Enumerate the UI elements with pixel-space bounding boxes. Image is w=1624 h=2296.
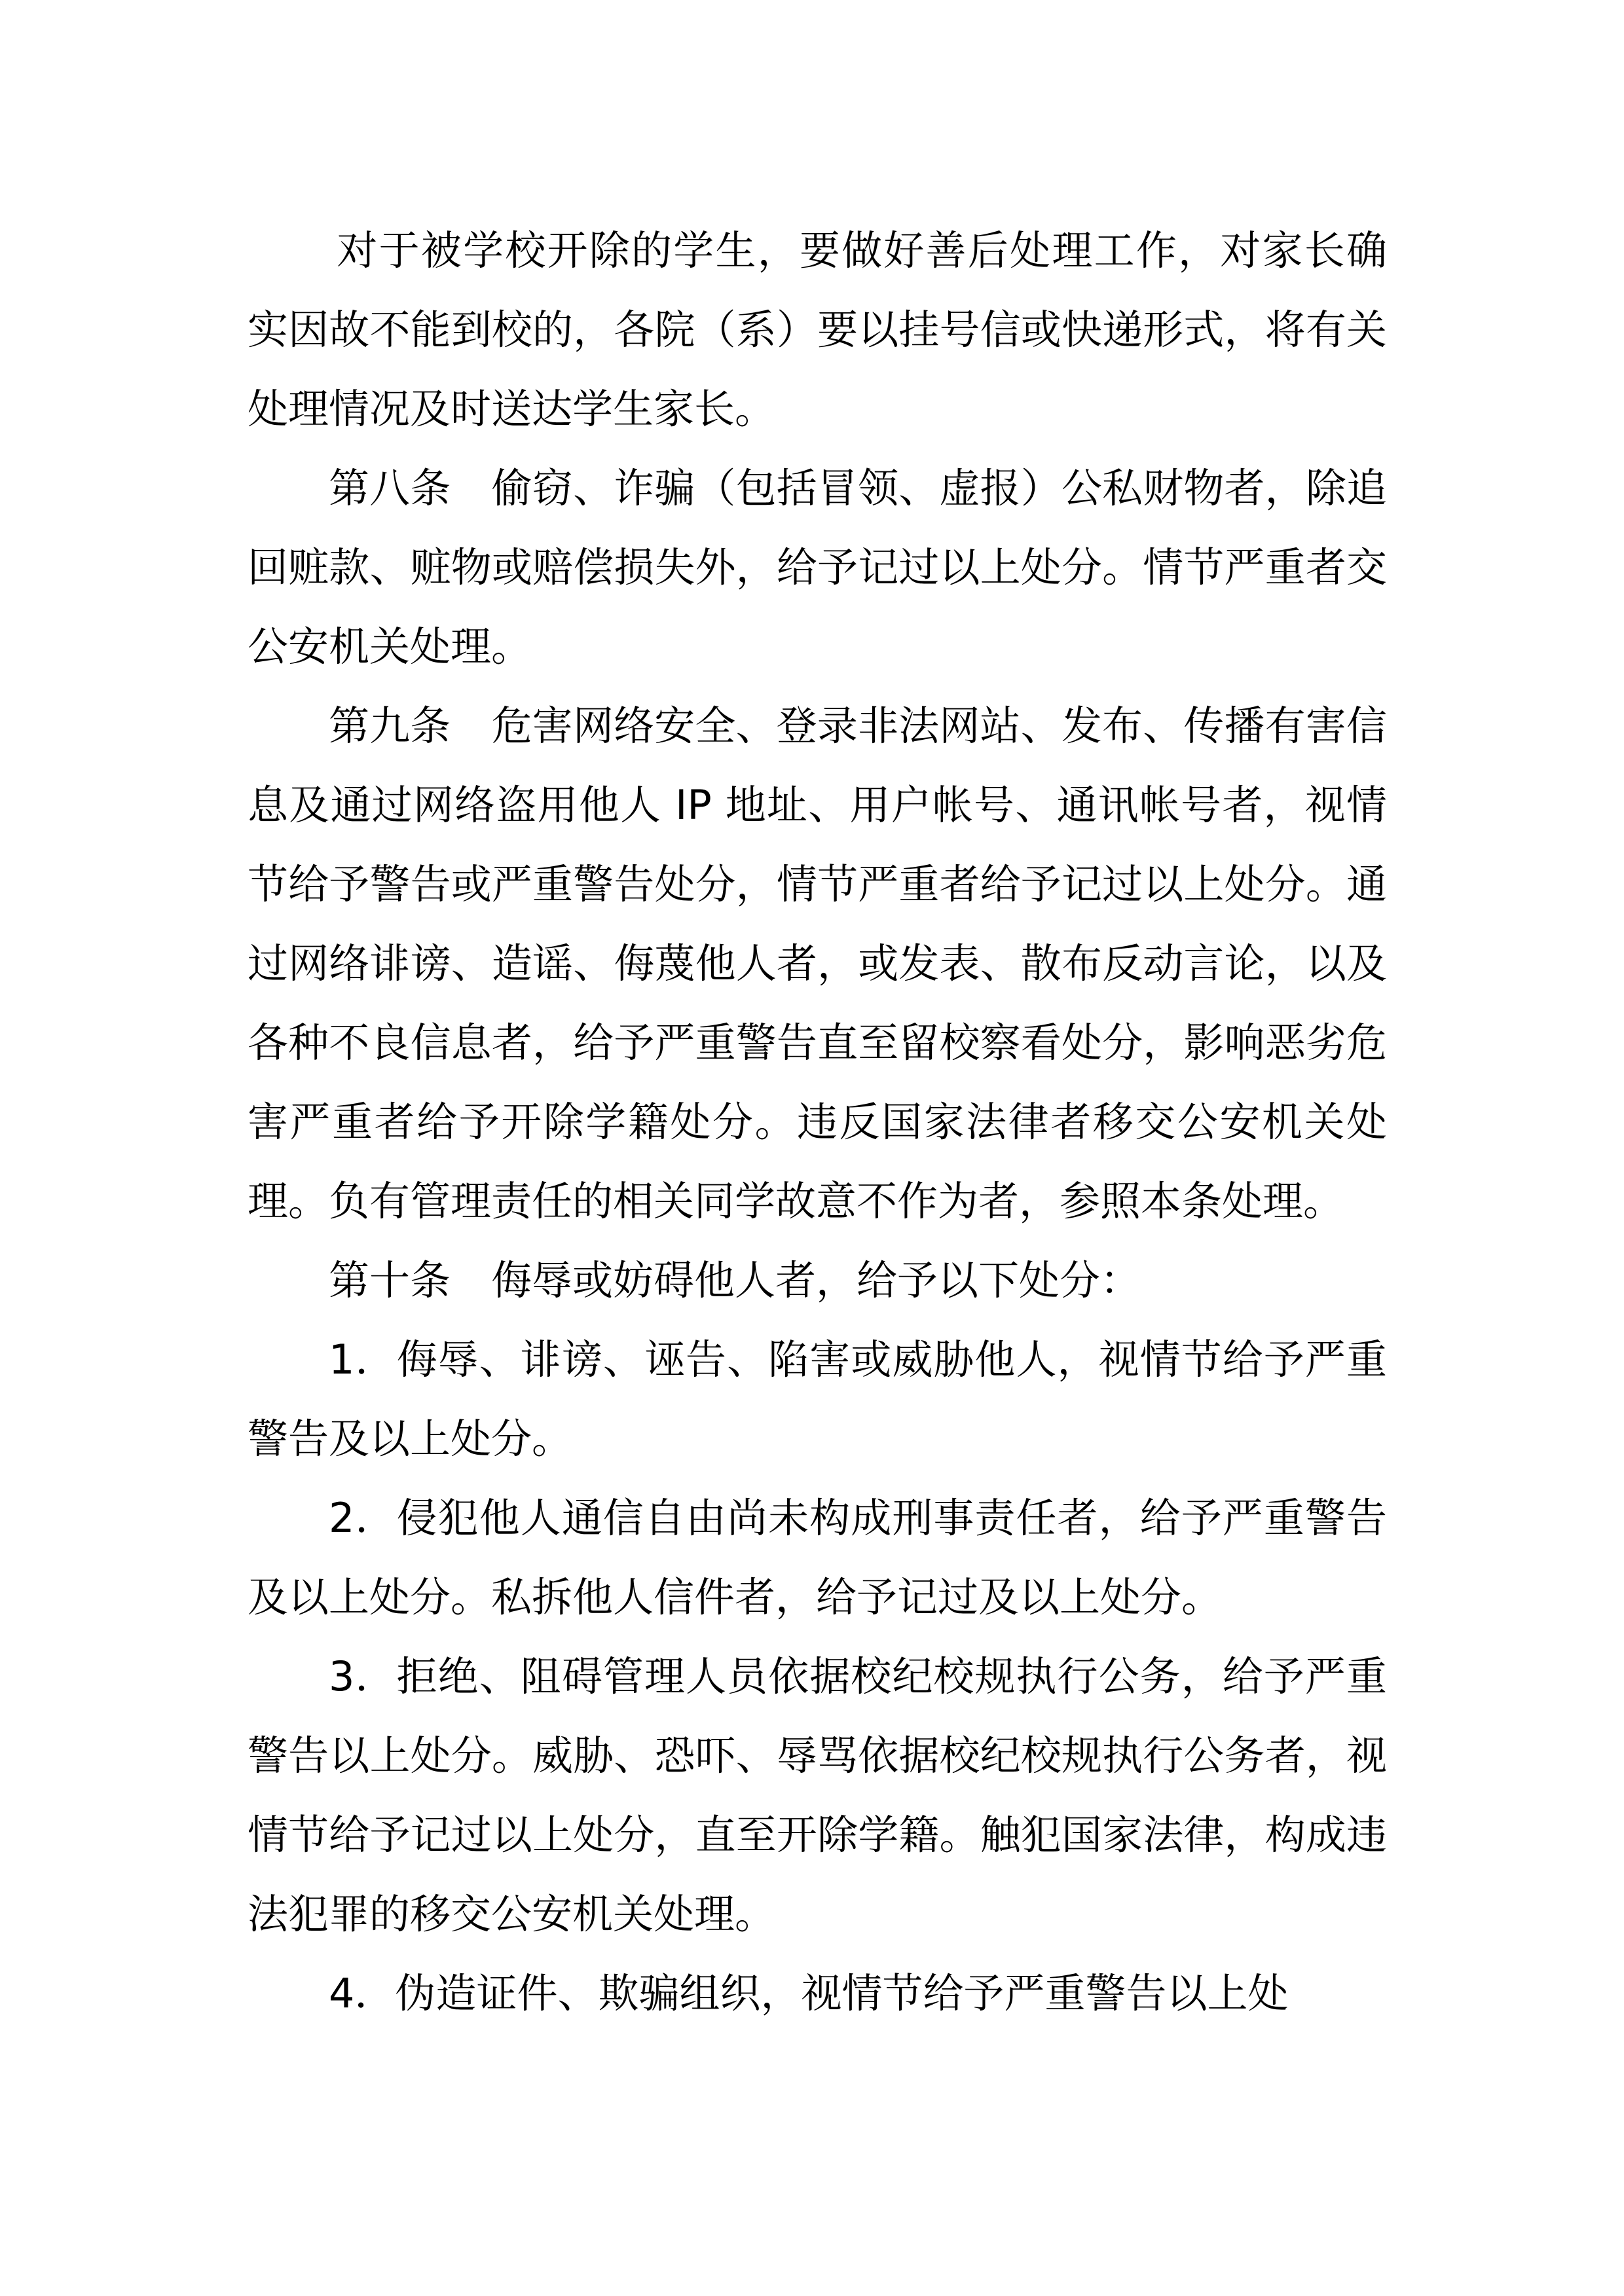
document-body [248,211,1387,2033]
paragraph-article-8: 第八条 偷窃、诈骗（包括冒领、虚报）公私财物者，除追回赃款、赃物或赔偿损失外，给予记过以上处分。情节严重者交公安机关处理。 [248,464,1387,670]
list-item-4: 4．伪造证件、欺骗组织，视情节给予严重警告以上处 [329,1969,1289,2017]
paragraph-article-10: 第十条 侮辱或妨碍他人者，给予以下处分： [329,1256,1141,1304]
paragraph-article-9: 第九条 危害网络安全、登录非法网站、发布、传播有害信息及通过网络盗用他人 IP 地址、用户帐号、通讯帐号者，视情节给予警告或严重警告处分，情节严重者给予记过以上处分。通过网络诽谤、造谣、侮蔑他人者，或发表、散布反动言论，以及各种不良信息者，给予严重警告直至留校察看处分，影响恶劣危害严重者给予开除学籍处分。违反国家法律者移交公安机关处理。负有管理责任的相关同学故意不作为者，参照本条处理。 [248,702,1387,1225]
paragraph-expulsion-aftercare: 对于被学校开除的学生，要做好善后处理工作，对家长确实因故不能到校的，各院（系）要以挂号信或快递形式，将有关处理情况及时送达学生家长。 [248,227,1387,433]
list-item-1: 1．侮辱、诽谤、诬告、陷害或威胁他人，视情节给予严重警告及以上处分。 [248,1336,1387,1463]
list-item-3: 3．拒绝、阻碍管理人员依据校纪校规执行公务，给予严重警告以上处分。威胁、恐吓、辱骂依据校纪校规执行公务者，视情节给予记过以上处分，直至开除学籍。触犯国家法律，构成违法犯罪的移交公安机关处理。 [248,1652,1387,1938]
list-item-2: 2．侵犯他人通信自由尚未构成刑事责任者，给予严重警告及以上处分。私拆他人信件者，给予记过及以上处分。 [248,1494,1387,1621]
